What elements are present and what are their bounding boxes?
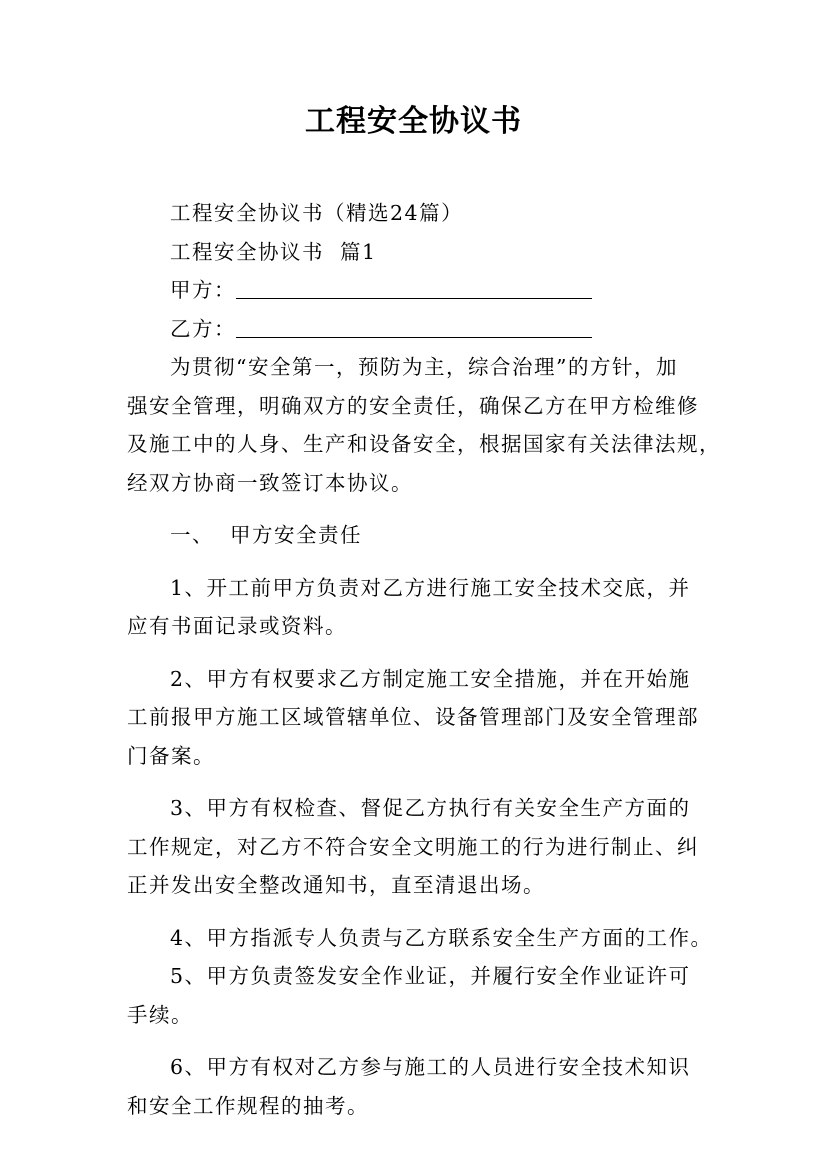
paragraph-line: 和安全工作规程的抽考。 [127, 1093, 369, 1118]
paragraph-line: 3、甲方有权检查、督促乙方执行有关安全生产方面的 [170, 796, 691, 820]
subtitle: 工程安全协议书（精选24篇） [170, 201, 464, 225]
party-a-label: 甲方： [170, 278, 236, 302]
paragraph-line: 手续。 [127, 1002, 193, 1027]
clause-5 [127, 957, 723, 1034]
clause-1 [127, 569, 723, 646]
paragraph-line: 2、甲方有权要求乙方制定施工安全措施，并在开始施 [170, 666, 691, 691]
paragraph-line: 及施工中的人身、生产和设备安全，根据国家有关法律法规， [127, 432, 721, 456]
clause-3 [127, 789, 723, 905]
document-title: 工程安全协议书 [305, 104, 522, 139]
party-a-line [127, 271, 723, 310]
paragraph-line: 强安全管理，明确双方的安全责任，确保乙方在甲方检维修 [127, 393, 699, 418]
party-a-blank [236, 276, 592, 299]
paragraph-line: 应有书面记录或资料。 [127, 614, 347, 638]
document-body [127, 194, 723, 1125]
section-heading: 一、 甲方安全责任 [170, 523, 363, 547]
party-b-line [127, 310, 723, 349]
clause-6 [127, 1048, 723, 1125]
paragraph-line: 为贯彻“安全第一，预防为主，综合治理”的方针，加 [170, 355, 678, 379]
paragraph-line: 正并发出安全整改通知书，直至清退出场。 [127, 873, 545, 897]
paragraph-line: 工前报甲方施工区域管辖单位、设备管理部门及安全管理部 [127, 705, 699, 729]
paragraph-line: 6、甲方有权对乙方参与施工的人员进行安全技术知识 [170, 1055, 691, 1079]
party-b-blank [236, 315, 592, 338]
paragraph-line: 5、甲方负责签发安全作业证，并履行安全作业证许可 [170, 964, 691, 988]
section-title: 工程安全协议书 篇1 [170, 239, 377, 264]
intro-paragraph [127, 348, 723, 502]
paragraph-line: 门备案。 [127, 743, 215, 768]
party-b-label: 乙方： [170, 316, 236, 341]
paragraph-line: 工作规定，对乙方不符合安全文明施工的行为进行制止、纠 [127, 834, 699, 859]
clause-4 [127, 919, 723, 958]
paragraph-line: 经双方协商一致签订本协议。 [127, 470, 413, 495]
paragraph-line: 1、开工前甲方负责对乙方进行施工安全技术交底，并 [170, 575, 691, 600]
paragraph-line: 4、甲方指派专人负责与乙方联系安全生产方面的工作。 [170, 925, 713, 950]
clause-2 [127, 660, 723, 776]
